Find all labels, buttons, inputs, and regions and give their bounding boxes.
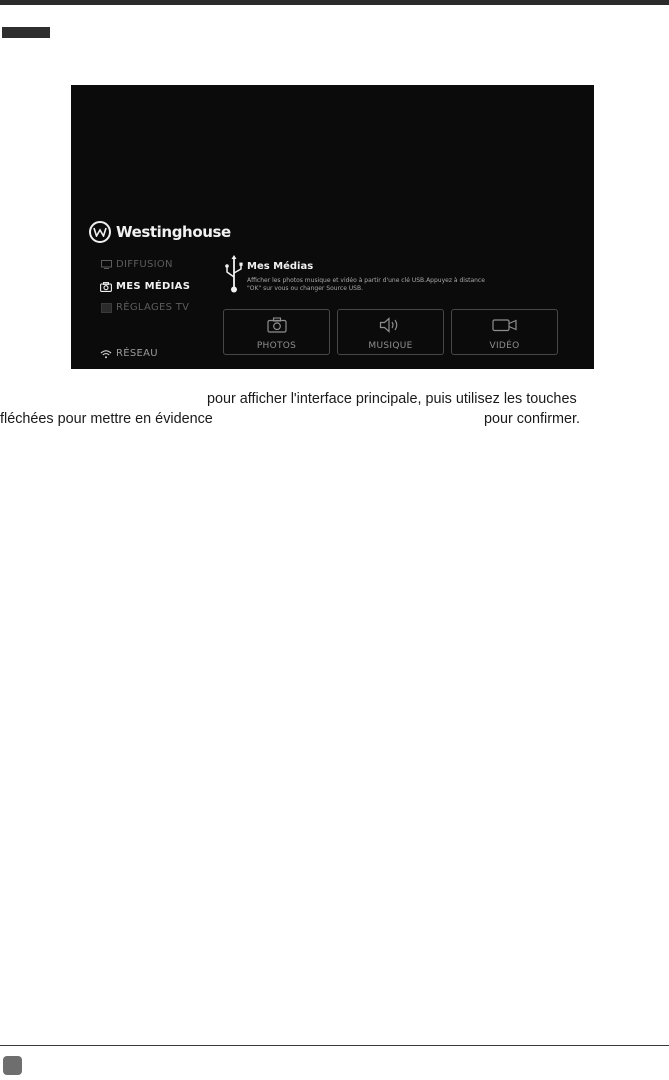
tile-photos[interactable] [223,309,330,355]
section-tab [2,27,50,38]
westinghouse-logo-icon [89,221,111,243]
brand [89,221,231,243]
menu-item-diffusion[interactable] [100,259,173,270]
wifi-icon [100,349,112,359]
menu-item-reseau[interactable] [100,348,158,359]
usb-icon [224,255,244,297]
menu-label-reglages-tv: RÉGLAGES TV [116,302,190,313]
page-marker [3,1056,22,1075]
bottom-rule [0,1045,669,1046]
tile-video[interactable] [451,309,558,355]
video-camera-icon [452,317,557,333]
menu-item-mes-medias[interactable] [100,281,190,292]
tile-musique[interactable] [337,309,444,355]
camera-icon [100,282,112,292]
tile-label-video: VIDÉO [489,341,520,351]
menu-label-mes-medias: MES MÉDIAS [116,281,191,292]
tv-screenshot [71,85,594,369]
menu-label-reseau: RÉSEAU [116,348,158,359]
brand-name: Westinghouse [116,223,231,241]
menu-label-diffusion: DIFFUSION [116,259,173,270]
media-description: Afficher les photos musique et vidéo à partir d'une clé USB.Appuyez à distance "OK" sur vous ou changer Source USB. [247,277,485,292]
media-title: Mes Médias [247,261,314,272]
tile-label-photos: PHOTOS [256,341,297,351]
menu-item-reglages-tv[interactable] [100,302,189,313]
camera-icon [224,317,329,333]
tile-label-musique: MUSIQUE [368,341,413,351]
body-line-1: pour afficher l'interface principale, puis utilisez les touches [207,391,577,407]
top-rule [0,0,669,5]
tv-icon [100,260,112,270]
speaker-icon [338,317,443,333]
body-line-2-part-2: pour confirmer. [484,411,580,427]
body-line-2-part-1: fléchées pour mettre en évidence [0,411,213,427]
settings-icon [100,303,112,313]
